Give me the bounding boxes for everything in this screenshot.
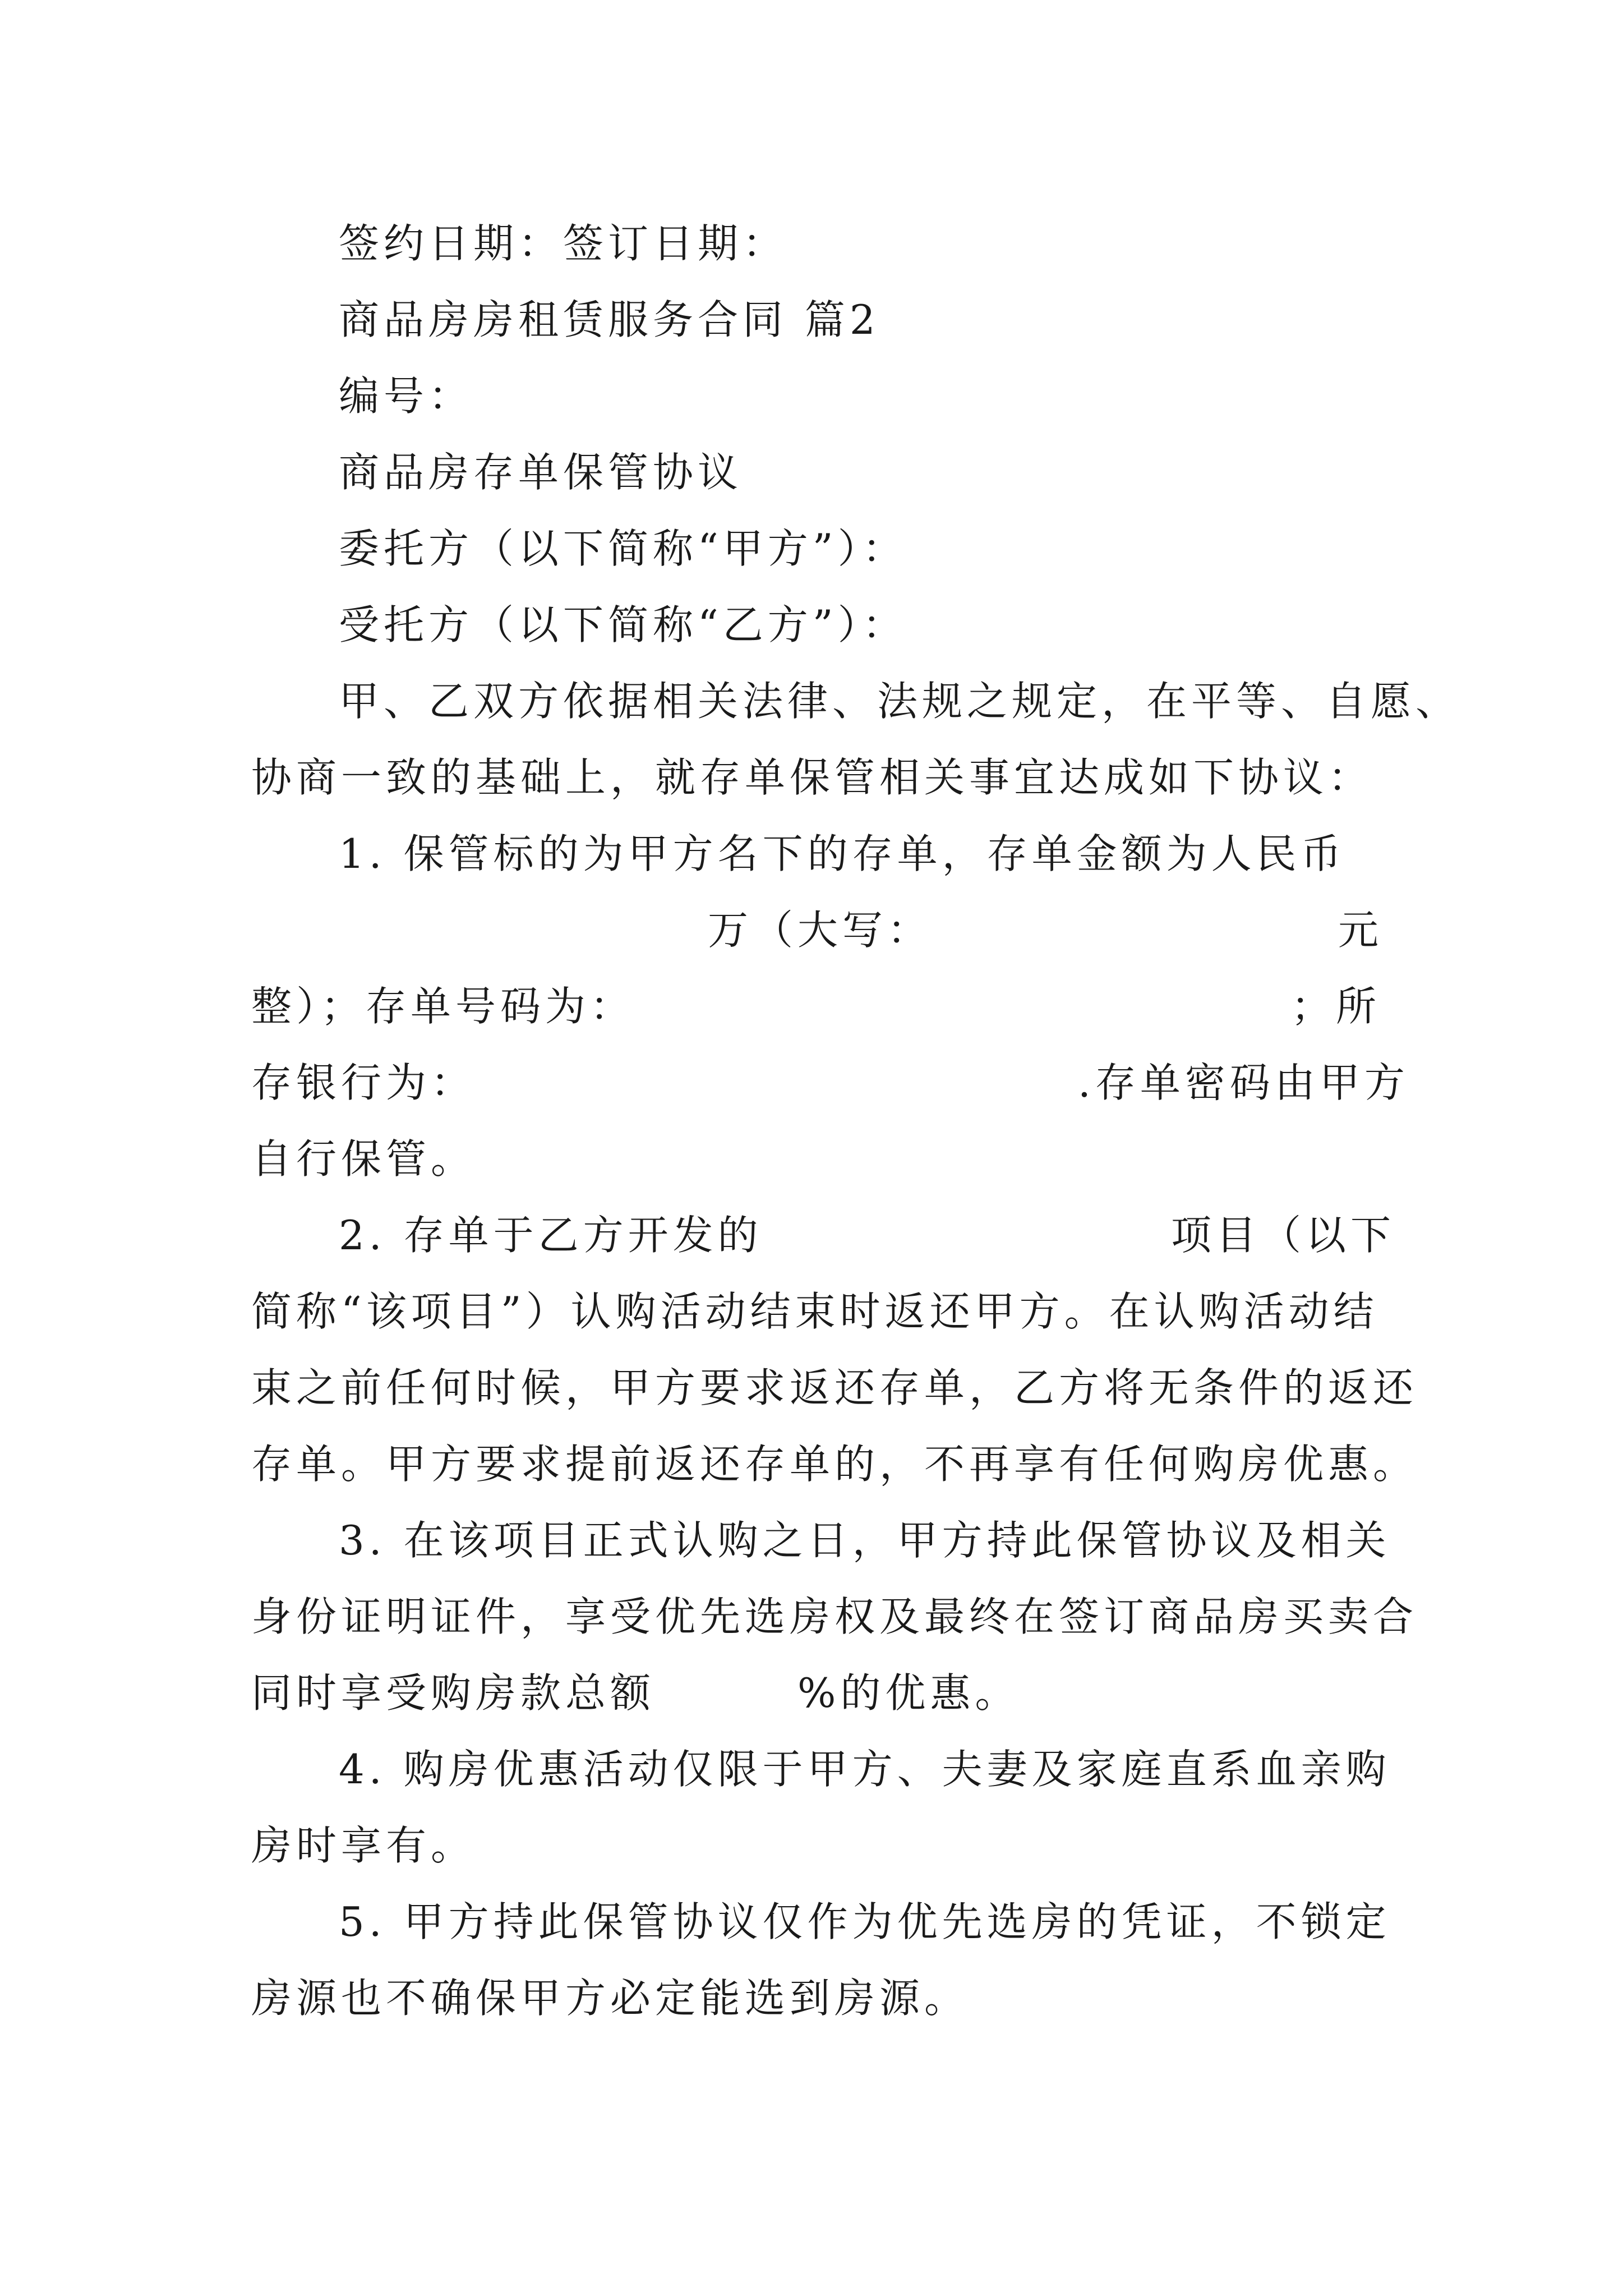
clause-1-line-3-left: 整）；存单号码为： — [251, 983, 635, 1030]
clause-1-line-5: 自行保管。 — [251, 1135, 476, 1182]
number-line: 编号： — [339, 372, 474, 420]
party-a-line: 委托方（以下简称“甲方”）： — [339, 525, 907, 572]
intro-line-1: 甲、乙双方依据相关法律、法规之规定，在平等、自愿、 — [339, 678, 1461, 725]
clause-1-line-4-right: .存单密码由甲方 — [1078, 1059, 1409, 1106]
clause-1-line-2-right: 元 — [1338, 907, 1384, 954]
clause-2-line-1-right: 项目（以下 — [1171, 1212, 1396, 1259]
clause-3-line-3-left: 同时享受购房款总额 — [251, 1669, 656, 1717]
contract-title-line: 商品房房租赁服务合同 篇2 — [339, 296, 880, 343]
clause-4-line-1: 4. 购房优惠活动仅限于甲方、夫妻及家庭直系血亲购 — [339, 1746, 1391, 1793]
clause-2-line-1-left: 2. 存单于乙方开发的 — [339, 1212, 763, 1259]
clause-2-line-3: 束之前任何时候，甲方要求返还存单，乙方将无条件的返还 — [251, 1364, 1418, 1411]
intro-line-2: 协商一致的基础上，就存单保管相关事宜达成如下协议： — [251, 754, 1373, 801]
clause-3-line-2: 身份证明证件，享受优先选房权及最终在签订商品房买卖合 — [251, 1593, 1418, 1640]
sign-date-line: 签约日期：签订日期： — [339, 220, 788, 267]
clause-5-line-1: 5. 甲方持此保管协议仅作为优先选房的凭证，不锁定 — [339, 1898, 1391, 1945]
clause-1-line-4-left: 存银行为： — [251, 1059, 476, 1106]
clause-3-line-3-right: %的优惠。 — [797, 1669, 1020, 1717]
clause-1-line-3-right: ；所 — [1291, 983, 1381, 1030]
agreement-title: 商品房存单保管协议 — [339, 449, 743, 496]
clause-2-line-4: 存单。甲方要求提前返还存单的，不再享有任何购房优惠。 — [251, 1441, 1418, 1488]
party-b-line: 受托方（以下简称“乙方”）： — [339, 601, 907, 648]
clause-3-line-1: 3. 在该项目正式认购之日，甲方持此保管协议及相关 — [339, 1517, 1391, 1564]
clause-5-line-2: 房源也不确保甲方必定能选到房源。 — [251, 1975, 970, 2022]
clause-1-line-2-left: 万（大写： — [708, 907, 933, 954]
clause-2-line-2: 简称“该项目”）认购活动结束时返还甲方。在认购活动结 — [251, 1288, 1378, 1335]
clause-4-line-2: 房时享有。 — [251, 1822, 476, 1869]
clause-1-line-1: 1. 保管标的为甲方名下的存单，存单金额为人民币 — [339, 830, 1346, 877]
